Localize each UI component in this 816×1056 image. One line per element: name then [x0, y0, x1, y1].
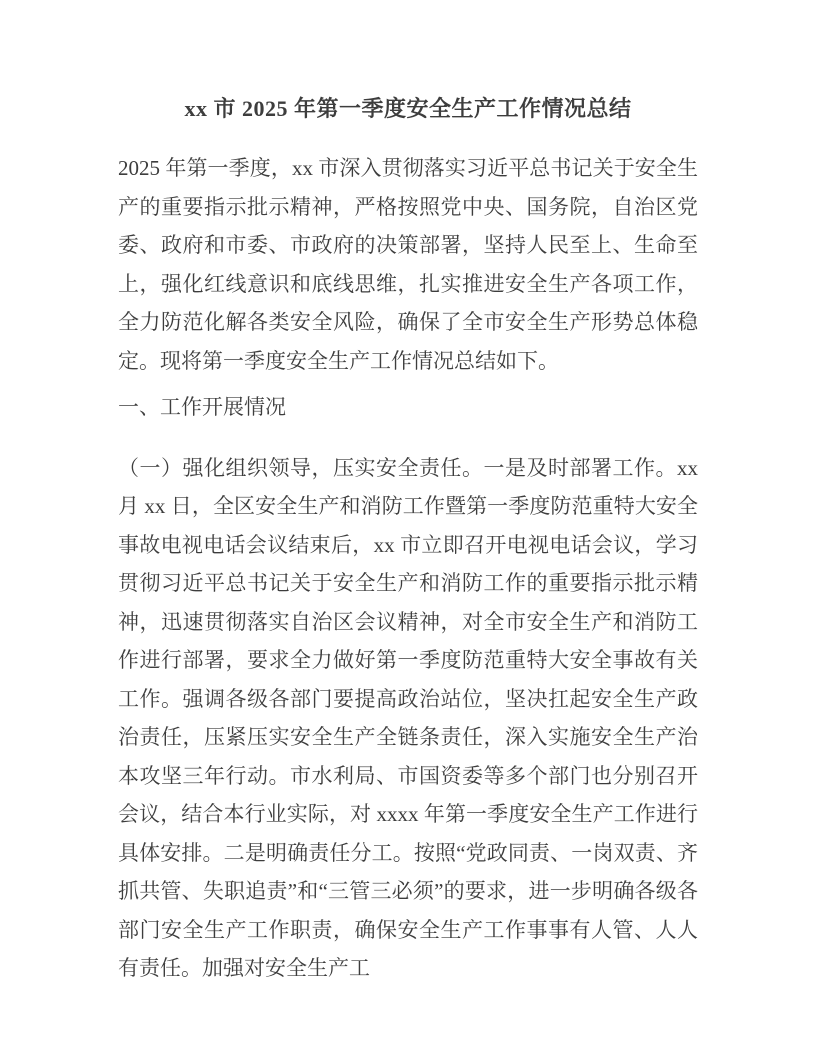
document-title: xx 市 2025 年第一季度安全生产工作情况总结: [184, 96, 632, 121]
paragraph-intro: 2025 年第一季度，xx 市深入贯彻落实习近平总书记关于安全生产的重要指示批示精神，严格按照党中央、国务院，自治区党委、政府和市委、市政府的决策部署，坚持人民至上、生命至上，强化红线意识和底线思维，扎实推进安全生产各项工作，全力防范化解各类安全风险，确保了全市安全生产形势总体稳定。现将第一季度安全生产工作情况总结如下。: [118, 156, 698, 373]
paragraph-section-one: （一）强化组织领导，压实安全责任。一是及时部署工作。xx 月 xx 日，全区安全生产和消防工作暨第一季度防范重特大安全事故电视电话会议结束后，xx 市立即召开电视电话会议，学习贯彻习近平总书记关于安全生产和消防工作的重要指示批示精神，迅速贯彻落实自治区会议精神，对全市安全生产和消防工作进行部署，要求全力做好第一季度防范重特大安全事故有关工作。强调各级各部门要提高政治站位，坚决扛起安全生产政治责任，压紧压实安全生产全链条责任，深入实施安全生产治本攻坚三年行动。市水利局、市国资委等多个部门也分别召开会议，结合本行业实际，对 xxxx 年第一季度安全生产工作进行具体安排。二是明确责任分工。按照“党政同责、一岗双责、齐抓共管、失职追责”和“三管三必须”的要求，进一步明确各级各部门安全生产工作职责，确保安全生产工作事事有人管、人人有责任。加强对安全生产工: [118, 455, 698, 980]
section-heading-work-progress: 一、工作开展情况: [118, 395, 286, 419]
